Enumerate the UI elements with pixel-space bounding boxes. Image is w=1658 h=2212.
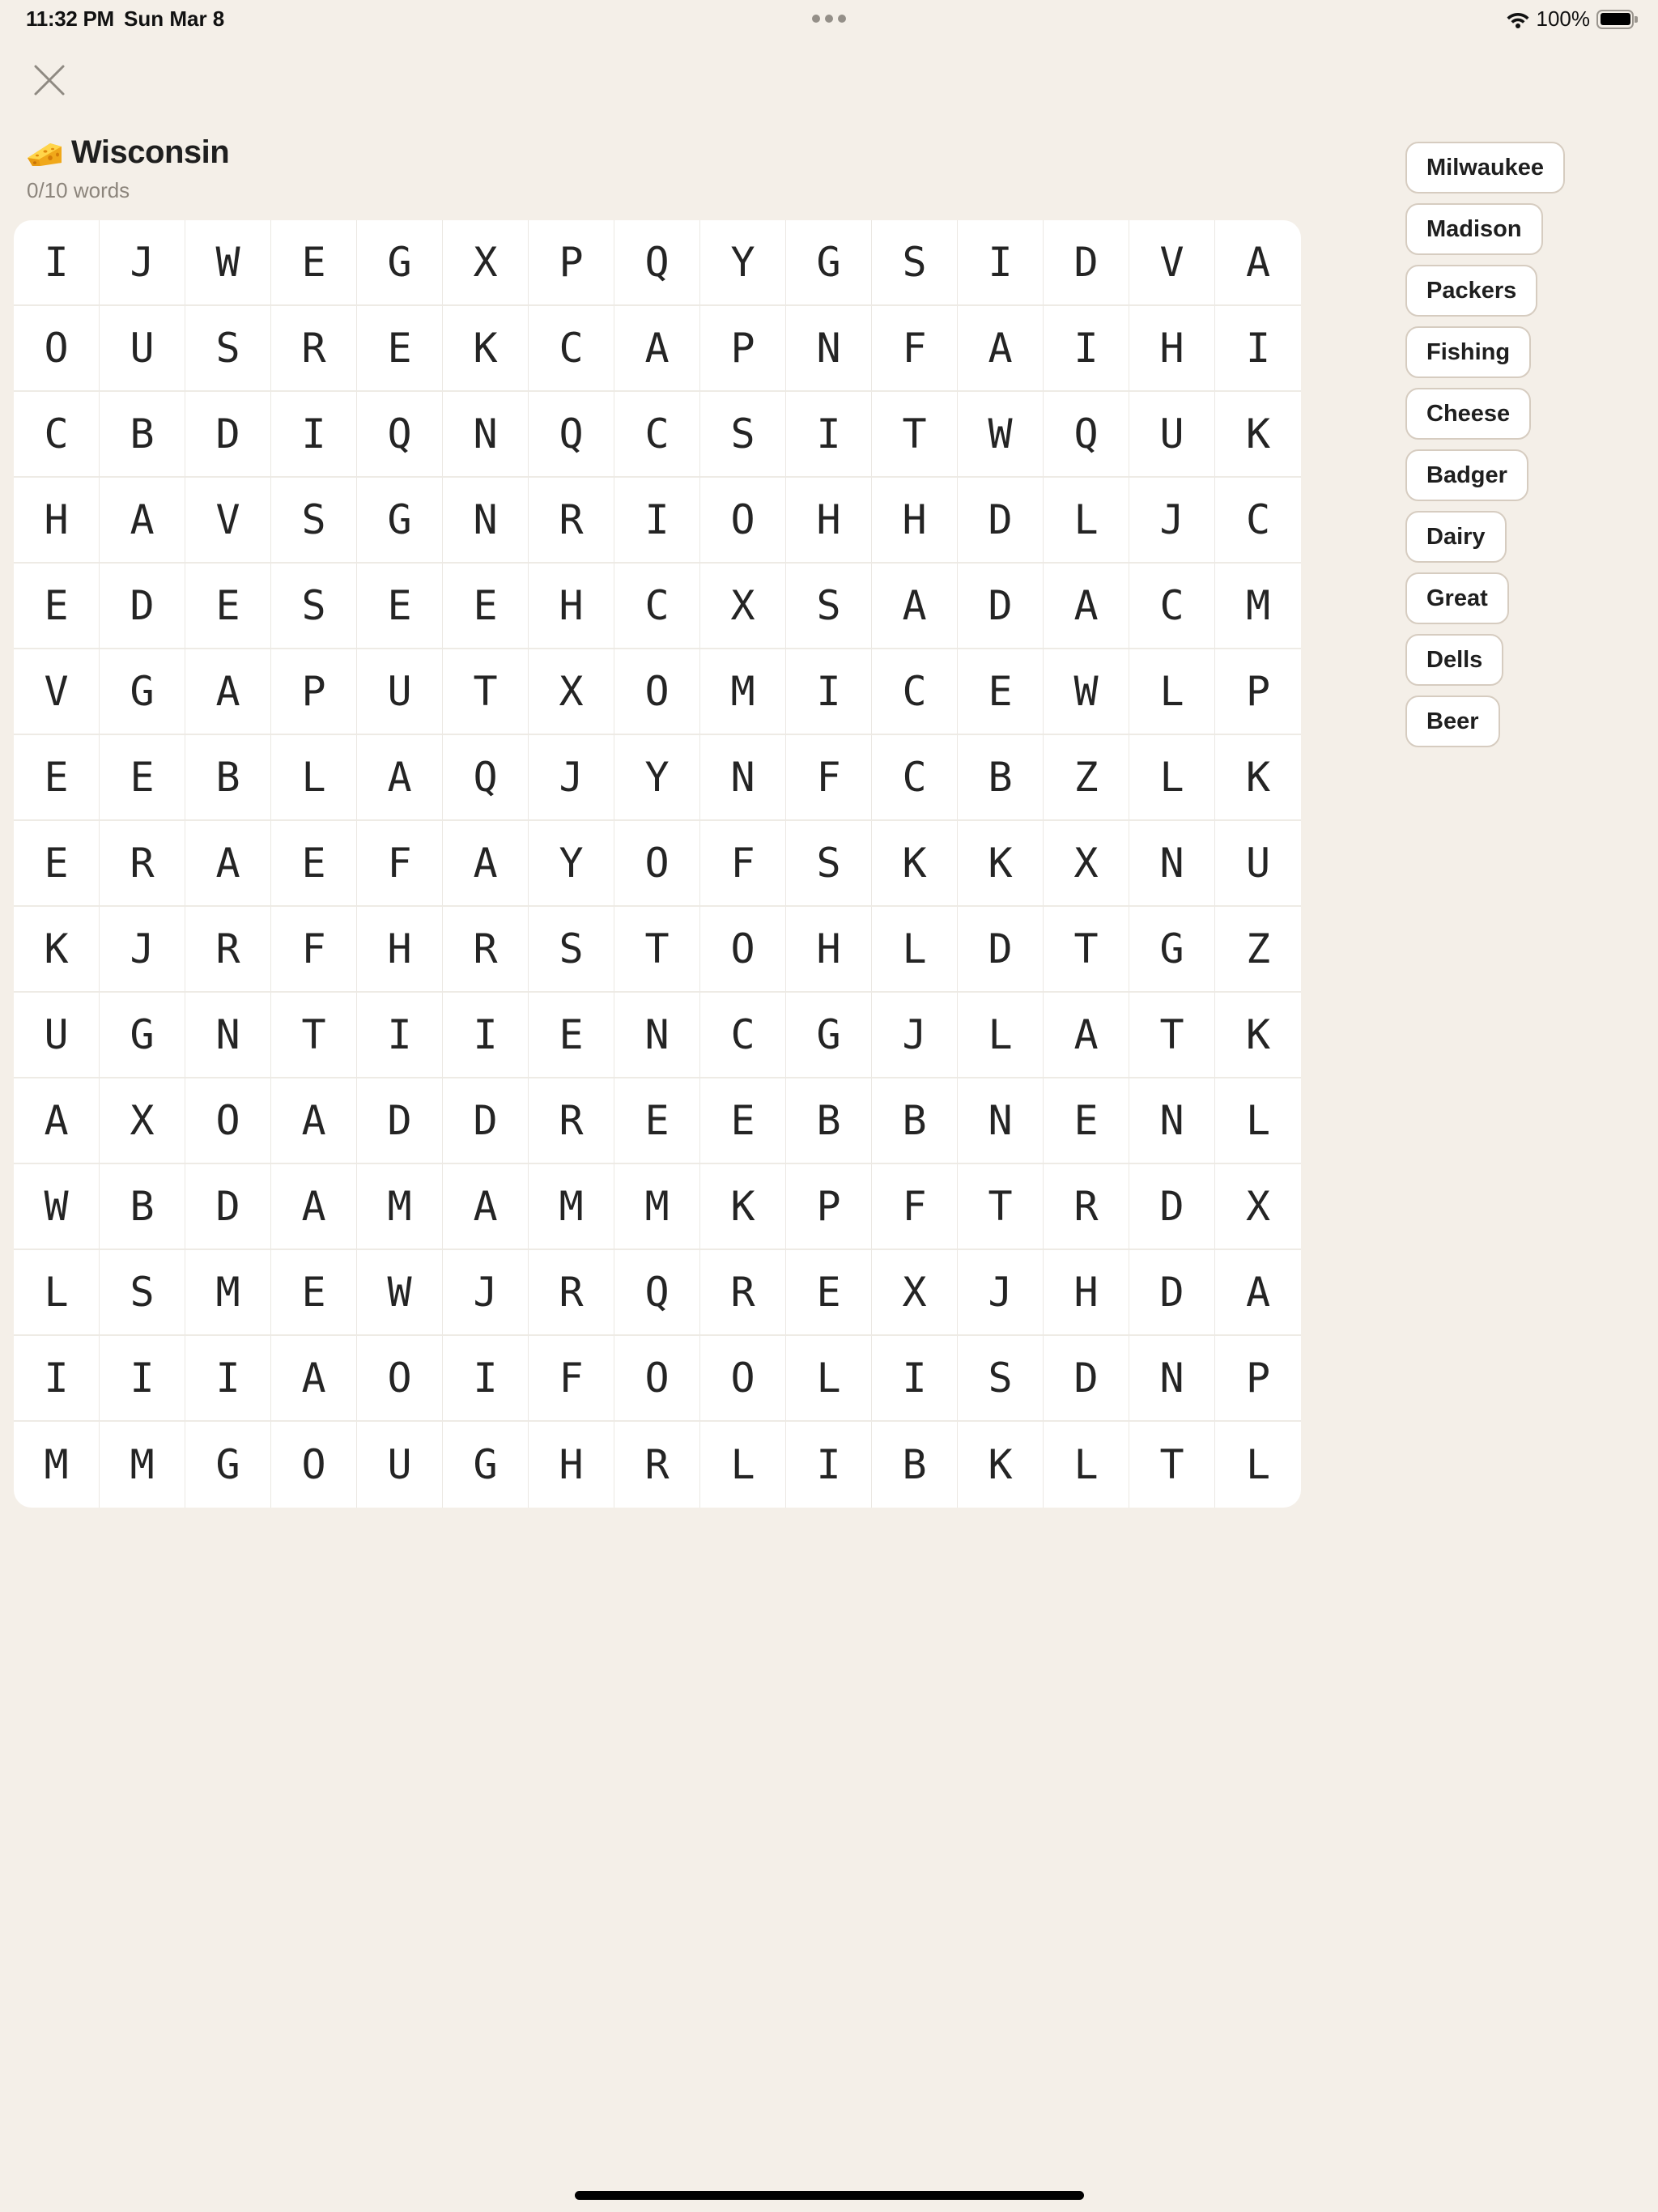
word-search-grid[interactable] xyxy=(14,220,1301,1508)
grid-cell[interactable]: H xyxy=(786,907,872,993)
grid-cell[interactable]: F xyxy=(786,735,872,821)
grid-cell[interactable]: O xyxy=(14,306,100,392)
grid-cell[interactable]: N xyxy=(1129,1078,1215,1164)
grid-cell[interactable]: O xyxy=(700,478,786,564)
word-chip-madison[interactable] xyxy=(1405,203,1543,255)
grid-cell[interactable]: C xyxy=(872,735,958,821)
grid-cell[interactable]: L xyxy=(958,993,1044,1078)
grid-cell[interactable]: O xyxy=(614,1336,700,1422)
grid-cell[interactable]: I xyxy=(14,1336,100,1422)
grid-cell[interactable]: E xyxy=(1044,1078,1129,1164)
grid-cell[interactable]: L xyxy=(271,735,357,821)
grid-cell[interactable]: R xyxy=(529,1250,614,1336)
grid-cell[interactable]: C xyxy=(872,649,958,735)
grid-cell[interactable]: E xyxy=(357,306,443,392)
grid-cell[interactable]: J xyxy=(100,220,185,306)
word-chip-label: Dells xyxy=(1426,646,1483,673)
grid-cell[interactable]: O xyxy=(614,649,700,735)
grid-cell[interactable]: G xyxy=(443,1422,529,1508)
grid-cell[interactable]: X xyxy=(700,564,786,649)
grid-cell[interactable]: E xyxy=(271,1250,357,1336)
grid-cell[interactable]: K xyxy=(958,821,1044,907)
grid-cell[interactable]: A xyxy=(271,1078,357,1164)
word-chip-cheese[interactable] xyxy=(1405,388,1531,440)
grid-cell[interactable]: E xyxy=(271,220,357,306)
grid-cell[interactable]: T xyxy=(958,1164,1044,1250)
grid-cell[interactable]: D xyxy=(100,564,185,649)
grid-cell[interactable]: H xyxy=(786,478,872,564)
grid-cell[interactable]: A xyxy=(185,649,271,735)
grid-cell[interactable]: D xyxy=(443,1078,529,1164)
status-date: Sun Mar 8 xyxy=(124,6,225,31)
grid-cell[interactable]: C xyxy=(614,564,700,649)
grid-cell[interactable]: W xyxy=(14,1164,100,1250)
grid-cell[interactable]: T xyxy=(443,649,529,735)
grid-cell[interactable]: E xyxy=(700,1078,786,1164)
grid-cell[interactable]: K xyxy=(1215,392,1301,478)
grid-cell[interactable]: V xyxy=(185,478,271,564)
grid-cell[interactable]: L xyxy=(1129,649,1215,735)
grid-cell[interactable]: E xyxy=(14,821,100,907)
grid-cell[interactable]: K xyxy=(700,1164,786,1250)
grid-cell[interactable]: T xyxy=(1129,1422,1215,1508)
grid-cell[interactable]: S xyxy=(185,306,271,392)
grid-cell[interactable]: C xyxy=(529,306,614,392)
status-time: 11:32 PM xyxy=(26,6,114,31)
grid-cell[interactable]: D xyxy=(357,1078,443,1164)
grid-cell[interactable]: N xyxy=(443,392,529,478)
grid-cell[interactable]: G xyxy=(100,649,185,735)
grid-cell[interactable]: L xyxy=(872,907,958,993)
grid-cell[interactable]: S xyxy=(271,478,357,564)
word-chip-label: Cheese xyxy=(1426,400,1511,427)
grid-cell[interactable]: A xyxy=(443,1164,529,1250)
word-chip-beer[interactable] xyxy=(1405,696,1500,747)
grid-cell[interactable]: P xyxy=(1215,649,1301,735)
grid-cell[interactable]: C xyxy=(700,993,786,1078)
grid-cell[interactable]: B xyxy=(100,392,185,478)
grid-cell[interactable]: P xyxy=(271,649,357,735)
grid-cell[interactable]: W xyxy=(185,220,271,306)
grid-cell[interactable]: G xyxy=(786,220,872,306)
grid-cell[interactable]: E xyxy=(185,564,271,649)
grid-cell[interactable]: V xyxy=(1129,220,1215,306)
grid-cell[interactable]: X xyxy=(443,220,529,306)
grid-cell[interactable]: E xyxy=(271,821,357,907)
grid-cell[interactable]: R xyxy=(1044,1164,1129,1250)
grid-cell[interactable]: R xyxy=(700,1250,786,1336)
word-chip-label: Packers xyxy=(1426,277,1517,304)
grid-cell[interactable]: E xyxy=(357,564,443,649)
grid-cell[interactable]: E xyxy=(443,564,529,649)
grid-cell[interactable]: L xyxy=(1129,735,1215,821)
grid-cell[interactable]: L xyxy=(1044,1422,1129,1508)
grid-cell[interactable]: U xyxy=(14,993,100,1078)
grid-cell[interactable]: P xyxy=(529,220,614,306)
word-chip-great[interactable] xyxy=(1405,572,1509,624)
grid-cell[interactable]: X xyxy=(529,649,614,735)
grid-cell[interactable]: A xyxy=(872,564,958,649)
grid-cell[interactable]: N xyxy=(443,478,529,564)
grid-cell[interactable]: K xyxy=(872,821,958,907)
battery-percent: 100% xyxy=(1536,6,1590,31)
status-bar xyxy=(0,0,1658,39)
grid-cell[interactable]: I xyxy=(786,392,872,478)
grid-cell[interactable]: S xyxy=(100,1250,185,1336)
word-chip-label: Milwaukee xyxy=(1426,154,1545,181)
grid-cell[interactable]: T xyxy=(1044,907,1129,993)
grid-cell[interactable]: Q xyxy=(614,220,700,306)
grid-cell[interactable]: Y xyxy=(614,735,700,821)
grid-cell[interactable]: T xyxy=(614,907,700,993)
grid-cell[interactable]: L xyxy=(1245,1441,1271,1488)
grid-cell[interactable]: A xyxy=(271,1336,357,1422)
grid-cell[interactable]: U xyxy=(100,306,185,392)
cheese-icon xyxy=(26,138,63,168)
grid-cell[interactable]: Q xyxy=(357,392,443,478)
grid-cell[interactable]: C xyxy=(1129,564,1215,649)
grid-cell[interactable]: D xyxy=(958,564,1044,649)
grid-cell[interactable]: D xyxy=(185,1164,271,1250)
grid-cell[interactable]: L xyxy=(700,1422,786,1508)
grid-cell[interactable]: W xyxy=(1044,649,1129,735)
grid-cell[interactable]: P xyxy=(700,306,786,392)
word-chip-label: Badger xyxy=(1426,462,1507,488)
grid-cell[interactable]: X xyxy=(872,1250,958,1336)
grid-cell[interactable]: N xyxy=(958,1078,1044,1164)
close-icon xyxy=(31,62,68,99)
grid-cell[interactable]: F xyxy=(271,907,357,993)
grid-cell[interactable]: I xyxy=(872,1336,958,1422)
word-list xyxy=(1405,142,1565,747)
grid-cell[interactable]: G xyxy=(185,1422,271,1508)
grid-cell[interactable]: M xyxy=(357,1164,443,1250)
grid-cell[interactable]: D xyxy=(1044,1336,1129,1422)
word-chip-label: Fishing xyxy=(1426,338,1511,365)
grid-cell[interactable]: A xyxy=(1044,993,1129,1078)
progress-counter: 0/10 words xyxy=(27,178,130,202)
grid-cell[interactable]: O xyxy=(185,1078,271,1164)
grid-cell[interactable]: I xyxy=(614,478,700,564)
grid-cell[interactable]: E xyxy=(958,649,1044,735)
grid-cell[interactable]: S xyxy=(958,1336,1044,1422)
grid-cell[interactable]: N xyxy=(185,993,271,1078)
grid-cell[interactable]: I xyxy=(100,1336,185,1422)
grid-cell[interactable]: E xyxy=(529,993,614,1078)
grid-cell[interactable]: G xyxy=(1129,907,1215,993)
page-title xyxy=(26,134,229,171)
grid-cell[interactable]: S xyxy=(700,392,786,478)
grid-cell[interactable]: H xyxy=(529,1422,614,1508)
grid-cell[interactable]: K xyxy=(14,907,100,993)
battery-icon xyxy=(1596,10,1634,29)
grid-cell[interactable]: O xyxy=(614,821,700,907)
grid-cell[interactable]: E xyxy=(100,735,185,821)
grid-cell[interactable]: R xyxy=(443,907,529,993)
grid-cell[interactable]: H xyxy=(14,478,100,564)
grid-cell[interactable]: D xyxy=(958,478,1044,564)
multitask-dots-icon[interactable] xyxy=(812,15,846,23)
grid-cell[interactable]: A xyxy=(443,821,529,907)
word-chip-milwaukee[interactable] xyxy=(1405,142,1565,194)
grid-cell[interactable]: O xyxy=(700,907,786,993)
grid-cell[interactable]: I xyxy=(1215,306,1301,392)
grid-cell[interactable]: H xyxy=(872,478,958,564)
grid-cell[interactable]: I xyxy=(185,1336,271,1422)
grid-cell[interactable]: J xyxy=(529,735,614,821)
grid-cell[interactable]: I xyxy=(786,649,872,735)
grid-cell[interactable]: B xyxy=(100,1164,185,1250)
grid-cell[interactable]: I xyxy=(443,1336,529,1422)
grid-cell[interactable]: A xyxy=(614,306,700,392)
grid-cell[interactable]: N xyxy=(1129,821,1215,907)
grid-cell[interactable]: X xyxy=(1215,1164,1301,1250)
grid-cell[interactable]: E xyxy=(14,735,100,821)
grid-cell[interactable]: Q xyxy=(614,1250,700,1336)
grid-cell[interactable]: G xyxy=(357,478,443,564)
grid-cell[interactable]: A xyxy=(271,1164,357,1250)
grid-cell[interactable]: U xyxy=(357,1422,443,1508)
grid-cell[interactable]: N xyxy=(614,993,700,1078)
close-button[interactable] xyxy=(31,62,68,99)
grid-cell[interactable]: O xyxy=(700,1336,786,1422)
grid-cell[interactable]: D xyxy=(1044,220,1129,306)
grid-cell[interactable]: I xyxy=(357,993,443,1078)
grid-cell[interactable]: I xyxy=(271,392,357,478)
grid-cell[interactable]: A xyxy=(1044,564,1129,649)
grid-cell[interactable]: L xyxy=(1215,1078,1301,1164)
grid-cell[interactable]: I xyxy=(958,220,1044,306)
grid-cell[interactable]: S xyxy=(786,821,872,907)
word-chip-label: Dairy xyxy=(1426,523,1486,550)
grid-cell[interactable]: G xyxy=(786,993,872,1078)
grid-cell[interactable]: T xyxy=(271,993,357,1078)
grid-cell[interactable]: S xyxy=(529,907,614,993)
grid-cell[interactable]: N xyxy=(1129,1336,1215,1422)
grid-cell[interactable]: M xyxy=(100,1422,185,1508)
grid-cell[interactable]: O xyxy=(357,1336,443,1422)
status-indicators xyxy=(1506,6,1635,32)
grid-cell[interactable]: T xyxy=(1129,993,1215,1078)
grid-cell[interactable]: C xyxy=(14,392,100,478)
grid-cell[interactable]: J xyxy=(443,1250,529,1336)
grid-cell[interactable]: R xyxy=(100,821,185,907)
grid-cell[interactable]: B xyxy=(185,735,271,821)
grid-cell[interactable]: M xyxy=(614,1164,700,1250)
grid-cell[interactable]: W xyxy=(357,1250,443,1336)
grid-cell[interactable]: A xyxy=(14,1078,100,1164)
grid-cell[interactable]: A xyxy=(185,821,271,907)
grid-cell[interactable]: J xyxy=(1129,478,1215,564)
grid-cell[interactable]: H xyxy=(1044,1250,1129,1336)
grid-cell[interactable]: T xyxy=(872,392,958,478)
grid-cell[interactable]: Q xyxy=(1044,392,1129,478)
grid-cell[interactable]: Y xyxy=(700,220,786,306)
word-chip-dells[interactable] xyxy=(1405,634,1503,686)
grid-cell[interactable]: J xyxy=(100,907,185,993)
grid-cell[interactable]: B xyxy=(872,1078,958,1164)
grid-cell[interactable]: D xyxy=(1129,1164,1215,1250)
grid-cell[interactable]: K xyxy=(1215,735,1301,821)
grid-cell[interactable]: D xyxy=(958,907,1044,993)
wifi-icon xyxy=(1506,10,1530,29)
grid-cell[interactable]: F xyxy=(872,1164,958,1250)
grid-cell[interactable]: J xyxy=(958,1250,1044,1336)
grid-cell[interactable]: H xyxy=(529,564,614,649)
grid-cell[interactable]: C xyxy=(614,392,700,478)
grid-cell[interactable]: I xyxy=(786,1422,872,1508)
grid-cell[interactable]: R xyxy=(529,478,614,564)
grid-cell[interactable]: N xyxy=(700,735,786,821)
grid-cell[interactable]: A xyxy=(1215,1250,1301,1336)
grid-cell[interactable]: Y xyxy=(529,821,614,907)
grid-cell[interactable]: I xyxy=(1044,306,1129,392)
grid-cell[interactable]: U xyxy=(1129,392,1215,478)
word-chip-label: Madison xyxy=(1426,215,1522,242)
word-chip-fishing[interactable] xyxy=(1405,326,1531,378)
grid-cell[interactable]: L xyxy=(14,1250,100,1336)
word-chip-label: Beer xyxy=(1426,708,1479,734)
grid-cell[interactable]: J xyxy=(872,993,958,1078)
home-indicator[interactable] xyxy=(575,2191,1084,2200)
grid-cell[interactable]: U xyxy=(357,649,443,735)
grid-cell[interactable]: B xyxy=(958,735,1044,821)
grid-cell[interactable]: A xyxy=(100,478,185,564)
grid-cell[interactable]: M xyxy=(1215,564,1301,649)
grid-cell[interactable]: S xyxy=(271,564,357,649)
grid-cell[interactable]: Z xyxy=(1044,735,1129,821)
grid-cell[interactable]: A xyxy=(357,735,443,821)
title-text: Wisconsin xyxy=(71,134,230,170)
grid-cell[interactable]: A xyxy=(958,306,1044,392)
grid-cell[interactable]: K xyxy=(443,306,529,392)
grid-cell[interactable]: I xyxy=(443,993,529,1078)
grid-cell[interactable]: H xyxy=(357,907,443,993)
grid-cell[interactable]: S xyxy=(786,564,872,649)
word-chip-dairy[interactable] xyxy=(1405,511,1507,563)
grid-cell[interactable]: X xyxy=(1044,821,1129,907)
grid-cell[interactable]: B xyxy=(872,1422,958,1508)
grid-cell[interactable]: P xyxy=(786,1164,872,1250)
grid-cell[interactable]: K xyxy=(1215,993,1301,1078)
word-chip-packers[interactable] xyxy=(1405,265,1537,317)
grid-cell[interactable]: E xyxy=(786,1250,872,1336)
grid-cell[interactable]: W xyxy=(958,392,1044,478)
grid-cell[interactable]: R xyxy=(529,1078,614,1164)
grid-cell[interactable]: F xyxy=(529,1336,614,1422)
grid-cell[interactable]: X xyxy=(100,1078,185,1164)
grid-cell[interactable]: M xyxy=(14,1422,100,1508)
grid-cell[interactable]: Q xyxy=(529,392,614,478)
grid-cell[interactable]: O xyxy=(271,1422,357,1508)
grid-cell[interactable]: D xyxy=(185,392,271,478)
grid-cell[interactable]: C xyxy=(1215,478,1301,564)
grid-cell[interactable]: F xyxy=(700,821,786,907)
grid-cell[interactable]: D xyxy=(1129,1250,1215,1336)
grid-cell[interactable]: I xyxy=(14,220,100,306)
grid-cell[interactable]: V xyxy=(14,649,100,735)
grid-cell[interactable]: G xyxy=(357,220,443,306)
grid-cell[interactable]: E xyxy=(14,564,100,649)
grid-cell[interactable]: R xyxy=(185,907,271,993)
grid-cell[interactable]: M xyxy=(185,1250,271,1336)
grid-cell[interactable]: Z xyxy=(1215,907,1301,993)
grid-cell[interactable]: Q xyxy=(443,735,529,821)
grid-cell[interactable]: R xyxy=(614,1422,700,1508)
grid-cell[interactable]: M xyxy=(700,649,786,735)
grid-cell[interactable]: E xyxy=(614,1078,700,1164)
word-chip-label: Great xyxy=(1426,585,1488,611)
grid-cell[interactable]: N xyxy=(786,306,872,392)
grid-cell[interactable]: B xyxy=(786,1078,872,1164)
grid-cell[interactable]: G xyxy=(100,993,185,1078)
word-chip-badger[interactable] xyxy=(1405,449,1528,501)
grid-cell[interactable]: L xyxy=(786,1336,872,1422)
grid-cell[interactable]: K xyxy=(958,1422,1044,1508)
grid-cell[interactable]: M xyxy=(529,1164,614,1250)
grid-cell[interactable]: F xyxy=(357,821,443,907)
grid-cell[interactable]: A xyxy=(1215,220,1301,306)
grid-cell[interactable]: R xyxy=(271,306,357,392)
grid-cell[interactable]: P xyxy=(1215,1336,1301,1422)
grid-cell[interactable]: U xyxy=(1215,821,1301,907)
grid-cell[interactable]: F xyxy=(872,306,958,392)
grid-cell[interactable]: L xyxy=(1044,478,1129,564)
grid-cell[interactable]: H xyxy=(1129,306,1215,392)
grid-cell[interactable]: S xyxy=(872,220,958,306)
